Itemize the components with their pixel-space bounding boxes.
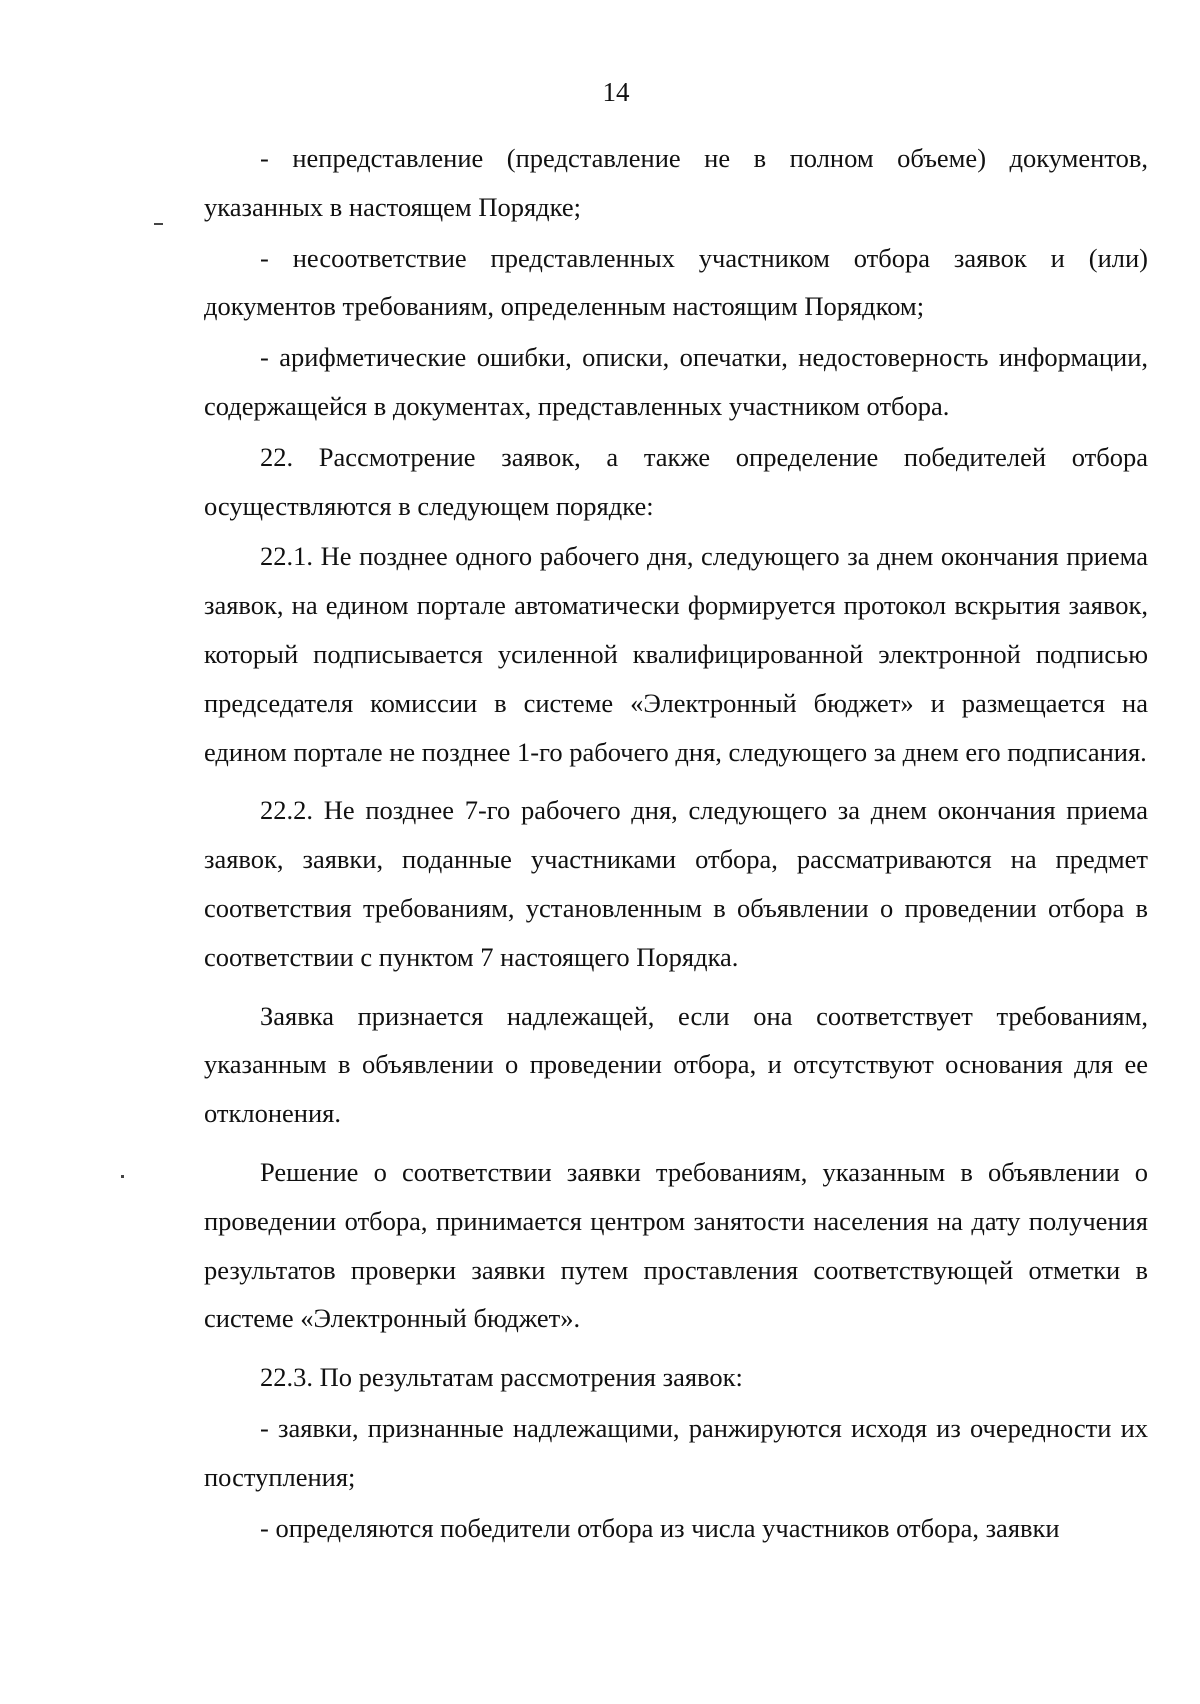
paragraph: 22.1. Не позднее одного рабочего дня, следующего за днем окончания приема заявок, на едином портале автоматически формируется протокол вскрытия заявок, который подписывается усиленной квалифицированной электронной подписью председателя комиссии в системе «Электронный бюджет» и размещается на едином портале не позднее 1-го рабочего дня, следующего за днем его подписания. — [204, 541, 1148, 767]
paragraph: Решение о соответствии заявки требованиям, указанным в объявлении о проведении отбора, принимается центром занятости населения на дату получения результатов проверки заявки путем проставления соответствующей отметки в системе «Электронный бюджет». — [204, 1156, 1148, 1334]
page-number: 14 — [602, 77, 630, 107]
paragraph: - несоответствие представленных участником отбора заявок и (или) документов требованиям, определенным настоящим Порядком; — [204, 242, 1148, 322]
document-body — [204, 134, 1148, 1552]
paragraph: 22.3. По результатам рассмотрения заявок: — [260, 1362, 743, 1393]
paragraph: Заявка признается надлежащей, если она соответствует требованиям, указанным в объявлении о проведении отбора, и отсутствуют основания для ее отклонения. — [204, 1000, 1148, 1129]
paragraph: 22. Рассмотрение заявок, а также определение победителей отбора осуществляются в следующем порядке: — [204, 441, 1148, 521]
scan-speck — [121, 1175, 124, 1178]
paragraph: - определяются победители отбора из числа участников отбора, заявки — [260, 1512, 1060, 1543]
paragraph: - арифметические ошибки, описки, опечатки, недостоверность информации, содержащейся в документах, представленных участником отбора. — [204, 342, 1148, 421]
scan-speck — [154, 223, 163, 225]
paragraph: - непредставление (представление не в полном объеме) документов, указанных в настоящем Порядке; — [204, 143, 1148, 222]
paragraph: 22.2. Не позднее 7-го рабочего дня, следующего за днем окончания приема заявок, заявки, поданные участниками отбора, рассматриваются на предмет соответствия требованиям, установленным в объявлении о проведении отбора в соответствии с пунктом 7 настоящего Порядка. — [204, 795, 1148, 972]
paragraph: - заявки, признанные надлежащими, ранжируются исходя из очередности их поступления; — [204, 1412, 1148, 1492]
